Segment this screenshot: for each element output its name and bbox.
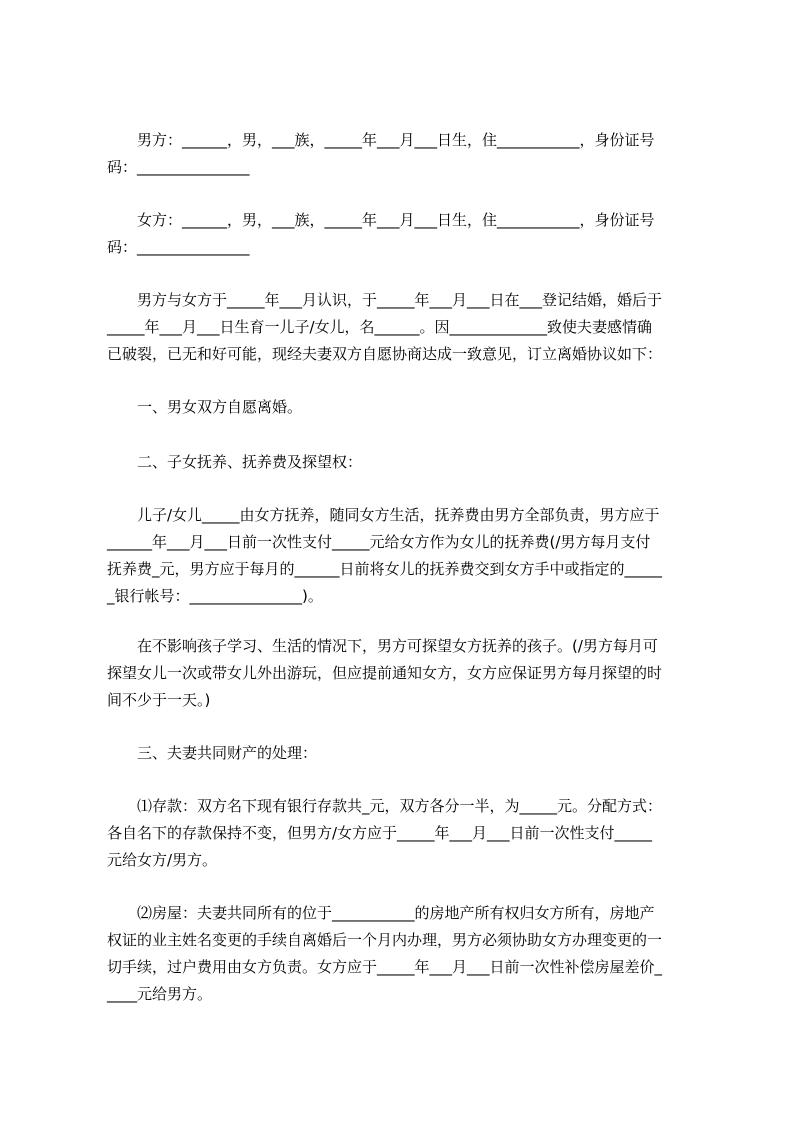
house-paragraph xyxy=(107,900,707,1008)
female-party-line-2: 码：_______________ xyxy=(107,238,250,256)
child-support-line-1: 儿子/女儿_____由女方抚养，随同女方生活，抚养费由男方全部负责，男方应于 xyxy=(137,506,660,524)
deposits-line-2: 各自名下的存款保持不变，但男方/女方应于_____年___月___日前一次性支付_____ xyxy=(107,824,653,842)
house-line-2: 权证的业主姓名变更的手续自离婚后一个月内办理，男方必须协助女方办理变更的一 xyxy=(107,931,663,949)
female-party-paragraph xyxy=(107,207,707,261)
child-support-line-4: _银行帐号：_______________)。 xyxy=(107,587,323,605)
child-support-line-2: ______年___月___日前一次性支付_____元给女方作为女儿的抚养费(/男方每月支付 xyxy=(107,533,651,551)
section-1-heading: 一、男女双方自愿离婚。 xyxy=(137,398,303,416)
marriage-history-line-3: 已破裂，已无和好可能，现经夫妻双方自愿协商达成一致意见，订立离婚协议如下： xyxy=(107,345,663,363)
child-support-line-3: 抚养费_元，男方应于每月的______日前将女儿的抚养费交到女方手中或指定的_____ xyxy=(107,560,663,578)
marriage-history-line-1: 男方与女方于_____年___月认识，于_____年___月___日在___登记结婚，婚后于 xyxy=(137,291,663,309)
deposits-paragraph xyxy=(107,793,707,874)
child-support-paragraph xyxy=(107,502,707,610)
female-party-line-1: 女方：______，男，___族，_____年___月___日生，住___________，身份证号 xyxy=(137,211,655,229)
marriage-history-paragraph xyxy=(107,287,707,368)
male-party-paragraph xyxy=(107,127,707,181)
section-2-heading: 二、子女抚养、抚养费及探望权： xyxy=(137,453,363,471)
visitation-paragraph xyxy=(107,633,707,714)
visitation-line-3: 间不少于一天。) xyxy=(107,691,211,709)
deposits-line-1: ⑴存款：双方名下现有银行存款共_元，双方各分一半，为_____元。分配方式： xyxy=(137,797,663,815)
male-party-line-1: 男方：______，男，___族，_____年___月___日生，住___________，身份证号 xyxy=(137,131,655,149)
house-line-4: ____元给男方。 xyxy=(107,985,213,1003)
visitation-line-2: 探望女儿一次或带女儿外出游玩，但应提前通知女方，女方应保证男方每月探望的时 xyxy=(107,664,663,682)
deposits-line-3: 元给女方/男方。 xyxy=(107,851,218,869)
visitation-line-1: 在不影响孩子学习、生活的情况下，男方可探望女方抚养的孩子。(/男方每月可 xyxy=(137,637,658,655)
section-3-heading: 三、夫妻共同财产的处理： xyxy=(137,744,318,762)
house-line-3: 切手续，过户费用由女方负责。女方应于_____年___月___日前一次性补偿房屋差价_ xyxy=(107,958,663,976)
male-party-line-2: 码：_______________ xyxy=(107,158,250,176)
house-line-1: ⑵房屋：夫妻共同所有的位于___________的房地产所有权归女方所有，房地产 xyxy=(137,904,655,922)
marriage-history-line-2: _____年___月___日生育一儿子/女儿，名______。因_____________致使夫妻感情确 xyxy=(107,318,653,336)
